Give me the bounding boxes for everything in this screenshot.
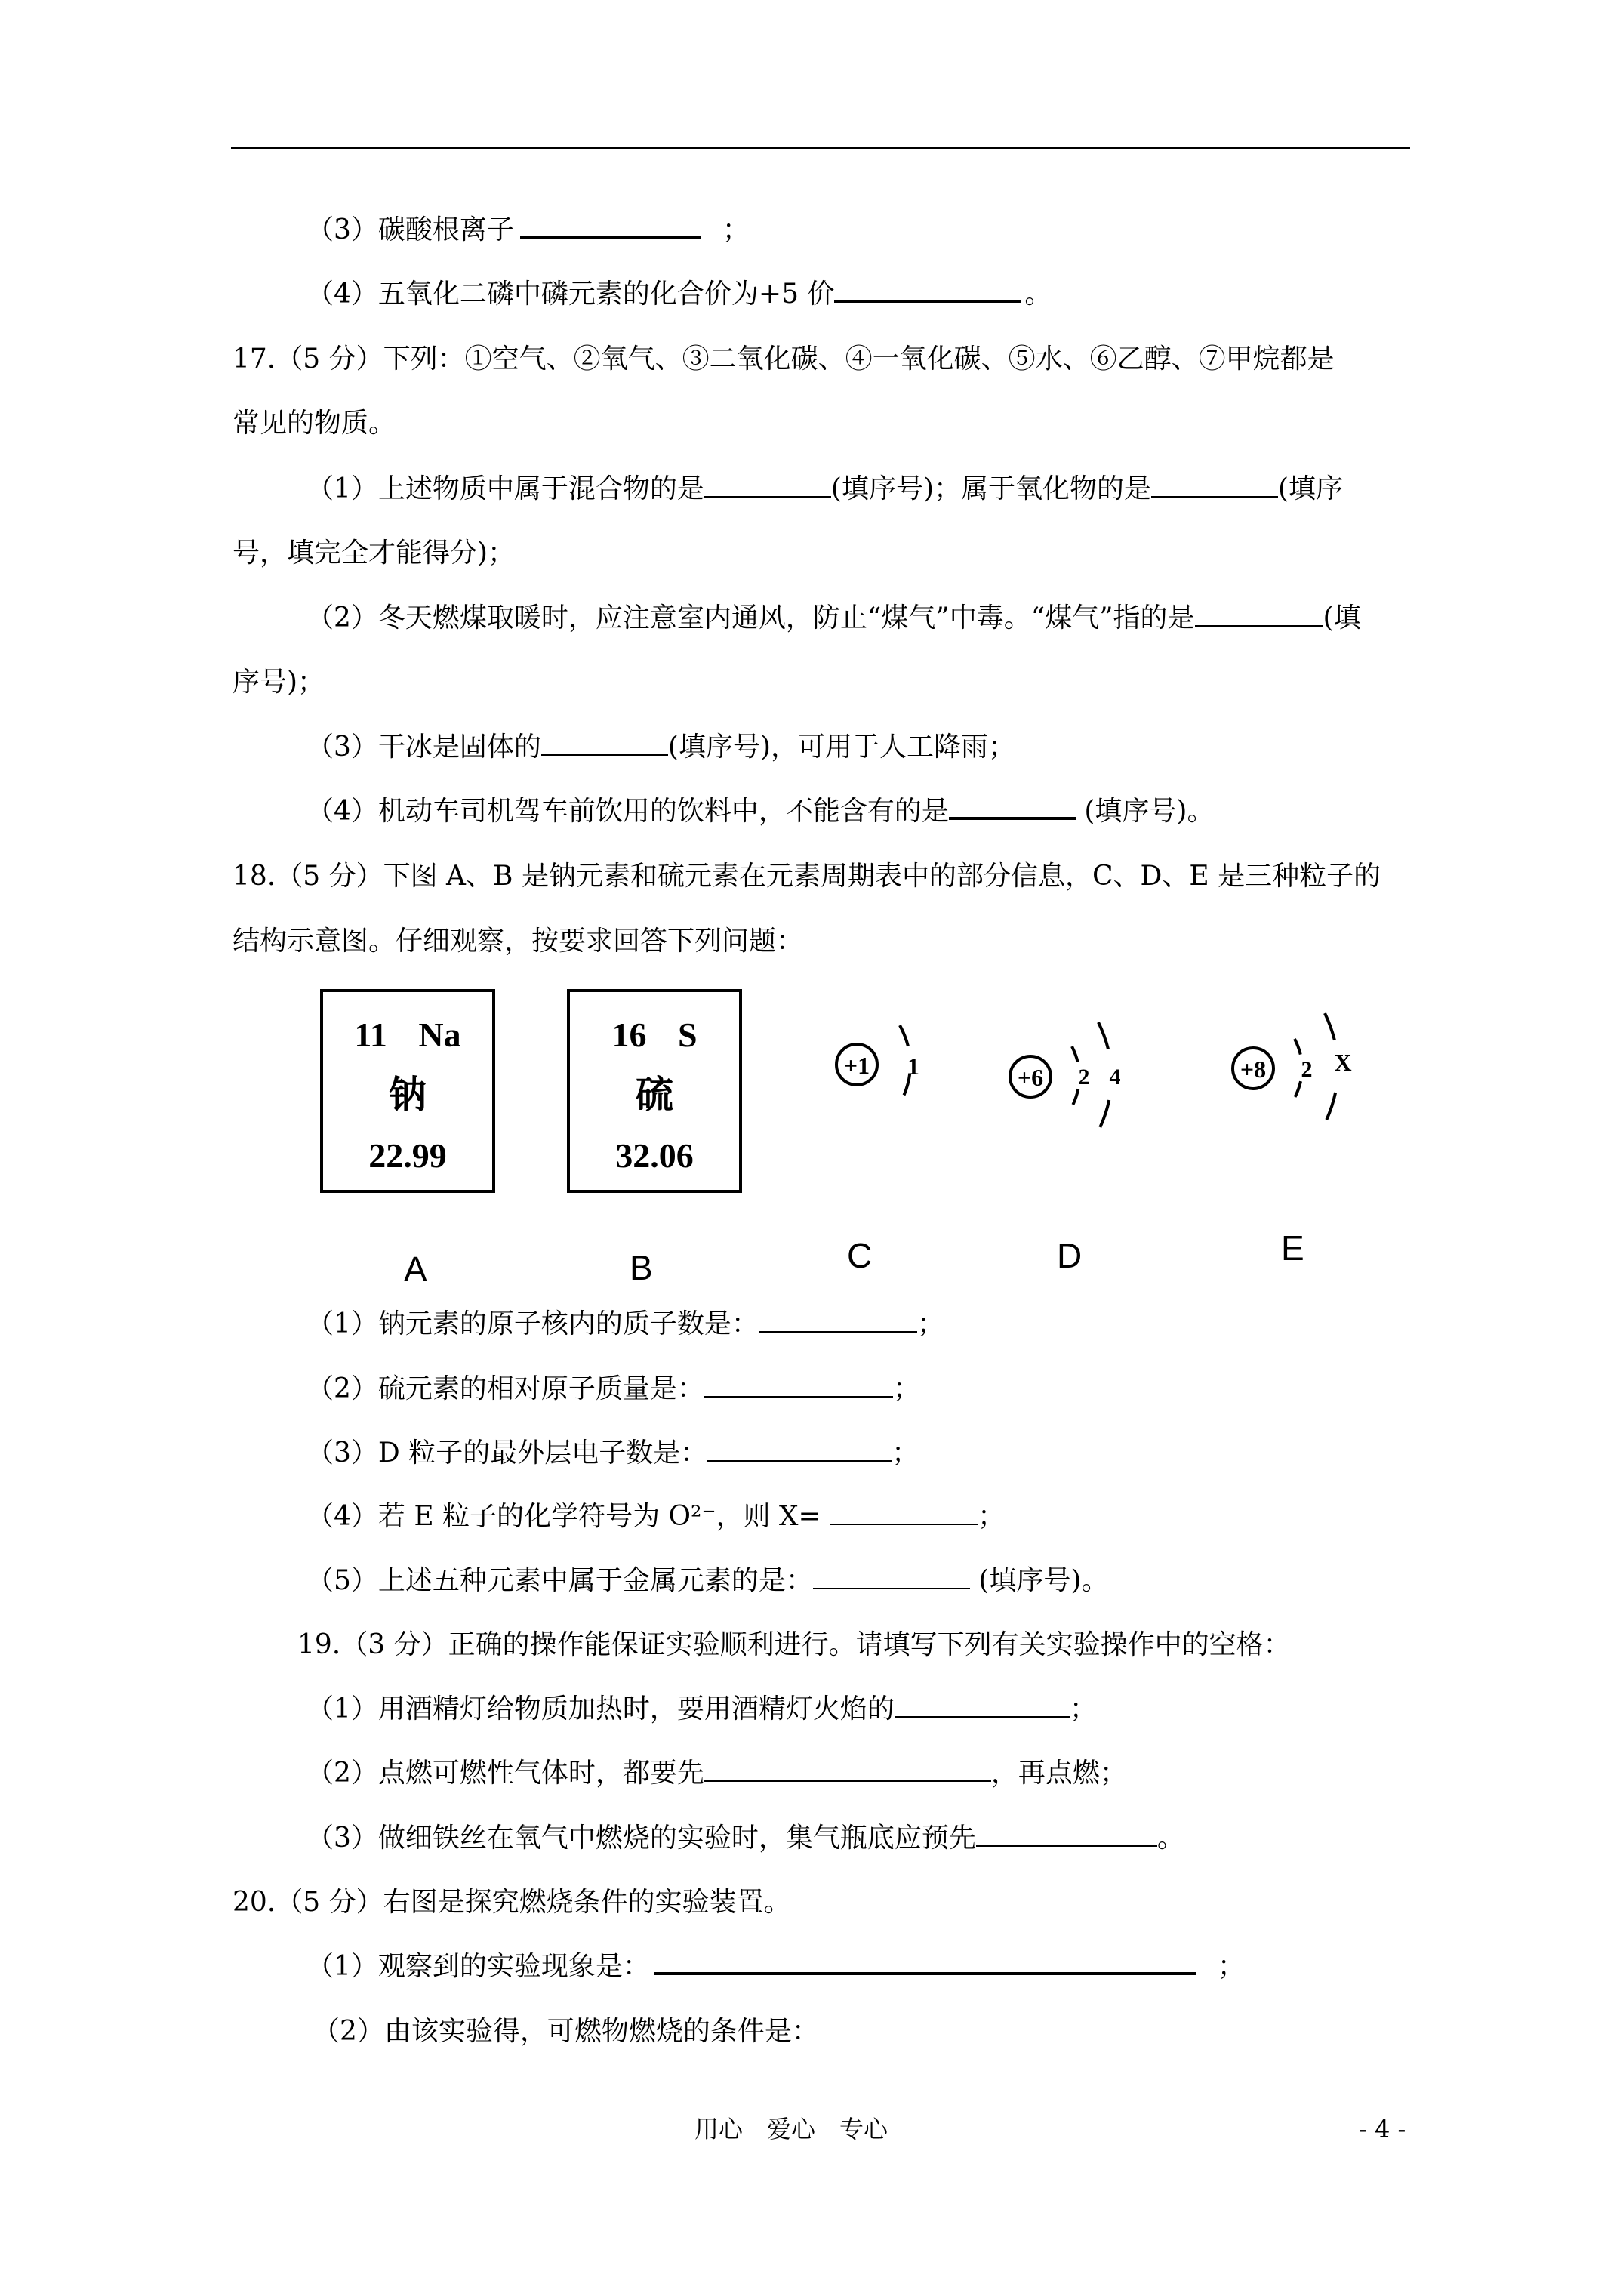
element-mass: 22.99 (368, 1136, 447, 1175)
element-number-symbol: 16 S (611, 1015, 698, 1054)
answer-blank[interactable] (949, 796, 1076, 820)
q17-4: （4）机动车司机驾车前饮用的饮料中，不能含有的是 (填序号)。 (306, 796, 1215, 827)
answer-blank[interactable] (976, 1824, 1157, 1847)
element-box-sulfur (567, 989, 742, 1193)
q17-1-cont: 号，填完全才能得分)； (233, 538, 516, 569)
q18-4: （4）若 E 粒子的化学符号为 O²⁻，则 X= ； (306, 1501, 1006, 1532)
element-box-sodium (320, 989, 495, 1193)
q17-stem: 17.（5 分）下列：①空气、②氧气、③二氧化碳、④一氧化碳、⑤水、⑥乙醇、⑦甲烷都是 (233, 344, 1335, 374)
figure-label-d: D (1057, 1236, 1083, 1275)
answer-blank[interactable] (707, 1439, 892, 1462)
figure-label-c: C (847, 1236, 873, 1275)
element-mass: 32.06 (615, 1136, 694, 1175)
line-phosphorus: （4）五氧化二磷中磷元素的化合价为+5 价 。 (306, 279, 1052, 310)
footer-slogan: 用心 爱心 专心 (694, 2115, 888, 2143)
q17-3: （3）干冰是固体的 (填序号)，可用于人工降雨； (306, 732, 1015, 763)
page-number: - 4 - (1359, 2115, 1406, 2143)
q17-1: （1）上述物质中属于混合物的是 (填序号)；属于氧化物的是 (填序 (306, 473, 1344, 504)
answer-blank[interactable] (895, 1695, 1070, 1718)
header-rule (231, 147, 1410, 149)
q20-2: （2）由该实验得，可燃物燃烧的条件是： (313, 2016, 819, 2047)
atom-diagram-c (823, 1004, 936, 1117)
atom-diagram-d (996, 1004, 1147, 1133)
answer-blank[interactable] (704, 475, 831, 498)
answer-blank[interactable] (834, 279, 1021, 303)
q19-stem: 19.（3 分）正确的操作能保证实验顺利进行。请填写下列有关实验操作中的空格： (297, 1629, 1291, 1660)
answer-blank[interactable] (830, 1502, 978, 1525)
answer-blank[interactable] (1151, 475, 1278, 498)
q18-2: （2）硫元素的相对原子质量是： ； (306, 1373, 920, 1404)
electron-count: 1 (907, 1052, 919, 1080)
answer-blank[interactable] (541, 733, 668, 756)
nucleus-charge: +6 (1017, 1064, 1044, 1091)
q18-stem: 18.（5 分）下图 A、B 是钠元素和硫元素在元素周期表中的部分信息，C、D、E 是三种粒子的 (233, 861, 1381, 892)
q18-1: （1）钠元素的原子核内的质子数是： ； (306, 1308, 944, 1339)
element-name: 钠 (389, 1074, 427, 1116)
electron-count: 2 (1078, 1065, 1090, 1089)
answer-blank[interactable] (1195, 604, 1323, 627)
element-number-symbol: 11 Na (354, 1015, 461, 1054)
q18-stem-cont: 结构示意图。仔细观察，按要求回答下列问题： (233, 926, 804, 957)
answer-blank[interactable] (813, 1567, 970, 1589)
figure-label-e: E (1281, 1228, 1304, 1268)
q19-1: （1）用酒精灯给物质加热时，要用酒精灯火焰的 ； (306, 1693, 1097, 1724)
q20-1: （1）观察到的实验现象是： ； (306, 1951, 1245, 1982)
nucleus-charge: +1 (843, 1052, 870, 1079)
electron-count: 2 (1301, 1057, 1313, 1082)
figure-label-b: B (630, 1248, 653, 1287)
atom-diagram-e (1219, 997, 1370, 1125)
q19-2: （2）点燃可燃性气体时，都要先 ，再点燃； (306, 1758, 1127, 1789)
q18-3: （3）D 粒子的最外层电子数是： ； (306, 1438, 919, 1469)
answer-blank[interactable] (704, 1759, 991, 1782)
answer-blank[interactable] (520, 214, 701, 239)
line-carbonate: （3）碳酸根离子 ； (306, 214, 750, 245)
q17-stem-cont: 常见的物质。 (233, 408, 396, 439)
q20-stem: 20.（5 分）右图是探究燃烧条件的实验装置。 (233, 1887, 791, 1918)
answer-blank[interactable] (704, 1375, 893, 1398)
answer-blank[interactable] (759, 1310, 917, 1333)
electron-count: 4 (1109, 1065, 1121, 1089)
nucleus-charge: +8 (1240, 1056, 1267, 1083)
q17-2-cont: 序号)； (233, 667, 325, 698)
answer-blank[interactable] (654, 1951, 1196, 1975)
q18-5: （5）上述五种元素中属于金属元素的是： (填序号)。 (306, 1565, 1109, 1596)
element-name: 硫 (636, 1074, 673, 1116)
electron-count: X (1334, 1049, 1352, 1076)
q19-3: （3）做细铁丝在氧气中燃烧的实验时，集气瓶底应预先 。 (306, 1823, 1184, 1854)
q17-2: （2）冬天燃煤取暖时，应注意室内通风，防止“煤气”中毒。“煤气”指的是 (填 (306, 603, 1361, 633)
figure-label-a: A (404, 1250, 427, 1289)
